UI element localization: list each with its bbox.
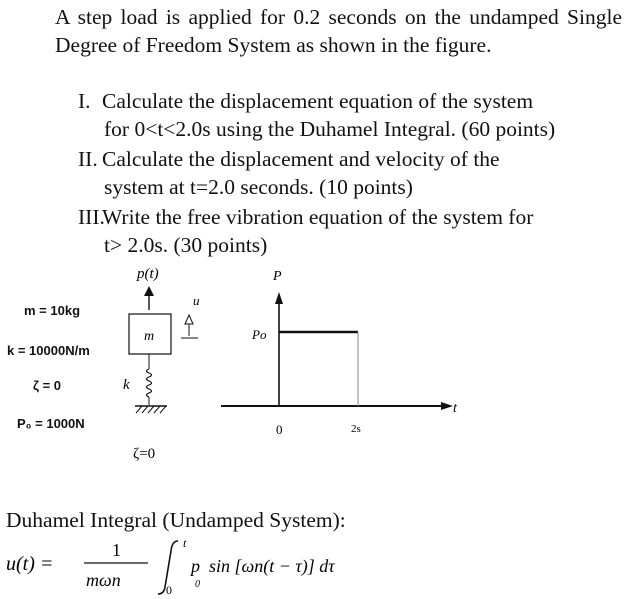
item-line1: Calculate the displacement and velocity of the: [102, 147, 500, 171]
force-arrowhead: [144, 286, 154, 296]
duhamel-formula: [6, 537, 626, 597]
load-time-graph: [215, 262, 477, 442]
item-line2: t> 2.0s. (30 points): [104, 233, 268, 257]
ground-hatch: [136, 406, 166, 413]
load-axis-arrowhead: [275, 292, 283, 304]
problem-item-1: [78, 87, 623, 143]
tick-end-label: 2s: [351, 423, 361, 435]
integral-upper-limit: t: [183, 537, 187, 550]
load-axis-label: P: [273, 269, 282, 284]
mass-parameter: m = 10kg: [24, 303, 81, 318]
time-axis-label: t: [453, 401, 457, 416]
amplitude-label: Po: [252, 327, 267, 342]
tick-start-label: 0: [276, 422, 283, 437]
item-line1: Write the free vibration equation of the system for: [102, 205, 534, 229]
spring-coil: [147, 369, 152, 397]
formula-numerator: 1: [112, 540, 121, 560]
integrand-p: p: [191, 556, 200, 576]
integrand-rest: sin [ωn(t − τ)] dτ: [209, 556, 335, 576]
displacement-arrowhead: [185, 315, 193, 324]
formula-denominator: mωn: [86, 570, 121, 590]
item-number: I.: [78, 89, 91, 113]
problem-item-2: [78, 145, 623, 201]
time-axis-arrowhead: [441, 402, 453, 410]
item-line2: for 0<t<2.0s using the Duhamel Integral. (60 points): [104, 117, 556, 141]
item-line2: system at t=2.0 seconds. (10 points): [104, 175, 413, 199]
sdof-system-figure: [105, 262, 215, 462]
item-line1: Calculate the displacement equation of the system: [102, 89, 534, 113]
integrand-p-subscript: 0: [195, 579, 200, 590]
displacement-label: u: [193, 293, 200, 308]
duhamel-title: Duhamel Integral (Undamped System):: [6, 508, 346, 532]
force-label: p(t): [137, 266, 159, 282]
damping-label: ζ=0: [133, 446, 156, 462]
damping-parameter: ζ = 0: [33, 378, 62, 393]
formula-lhs: u(t) =: [6, 553, 54, 575]
problem-intro: A step load is applied for 0.2 seconds on the undamped Single Degree of Freedom System as shown in the figure.: [55, 5, 622, 57]
problem-item-3: [78, 203, 623, 259]
spring-label: k: [123, 377, 130, 393]
force-parameter: P₀ = 1000N: [17, 416, 85, 431]
item-number: III.: [78, 205, 105, 229]
integral-lower-limit: 0: [166, 583, 172, 597]
stiffness-parameter: k = 10000N/m: [7, 343, 90, 358]
item-number: II.: [78, 147, 98, 171]
mass-label: m: [144, 329, 155, 344]
